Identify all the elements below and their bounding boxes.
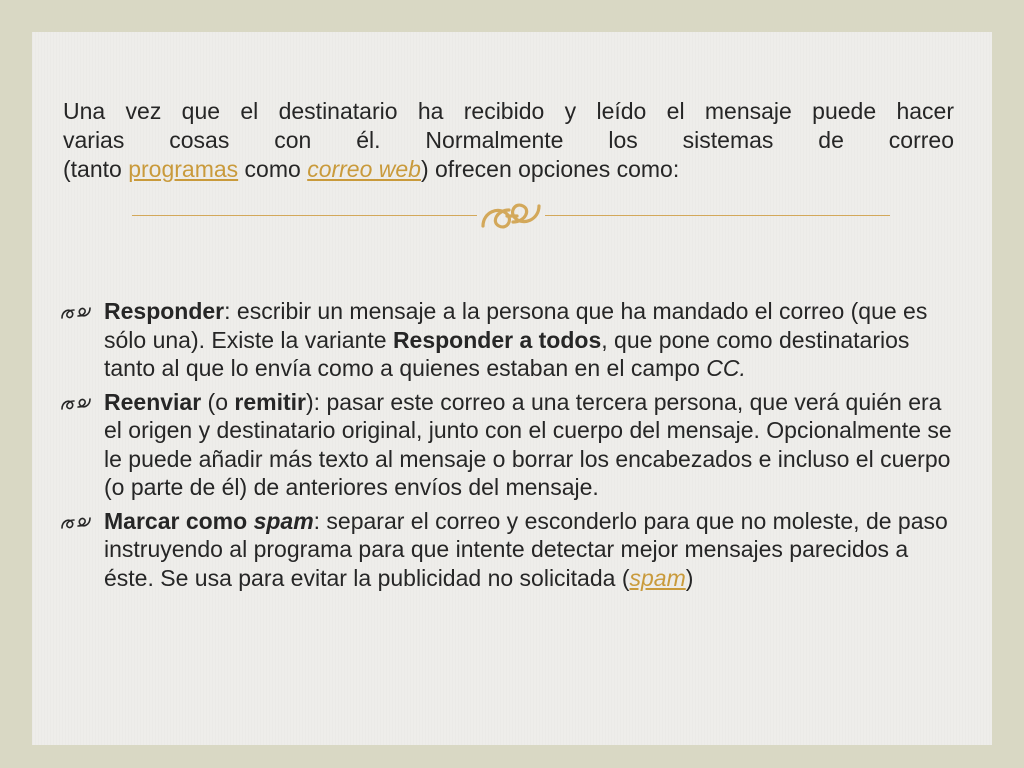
- ornament-bullet-icon: [60, 396, 92, 412]
- link-correo-web[interactable]: correo web: [307, 156, 421, 182]
- item-text: , que pone como destinatarios tanto al que lo envía como a quienes estaban en el campo: [104, 326, 910, 381]
- list-item-marcar-spam: [60, 507, 960, 593]
- link-spam[interactable]: spam: [629, 564, 686, 591]
- intro-text: ) ofrecen opciones como:: [420, 156, 680, 182]
- divider-rule-right: [545, 215, 890, 216]
- divider-rule-left: [132, 215, 477, 216]
- term-spam: spam: [253, 507, 314, 534]
- term-responder-a-todos: Responder a todos: [392, 326, 602, 353]
- term-reenviar: Reenviar: [104, 388, 202, 415]
- intro-line-3: [63, 155, 954, 184]
- intro-line-2: varias cosas con él. Normalmente los sistemas de correo: [63, 127, 954, 153]
- intro-text: (tanto: [63, 156, 129, 182]
- ornamental-divider: [132, 196, 890, 236]
- item-text: : separar el correo y esconderlo para que no moleste, de paso instruyendo al programa para que intente detectar mejor mensajes parecidos a éste. Se usa para evitar la publicidad no solicitada (: [104, 507, 948, 591]
- item-text: : escribir un mensaje a la persona que ha mandado el correo (que es sólo una). Existe la variante: [104, 298, 928, 353]
- list-item-reenviar: [60, 388, 960, 502]
- flourish-icon: [477, 196, 545, 236]
- intro-line-1: Una vez que el destinatario ha recibido y leído el mensaje puede hacer: [63, 98, 954, 124]
- term-cc: CC.: [706, 355, 746, 381]
- item-text: ): [685, 564, 694, 591]
- ornament-bullet-icon: [60, 305, 92, 321]
- intro-text: como: [238, 156, 308, 182]
- link-programas[interactable]: programas: [128, 156, 239, 182]
- options-list: [60, 297, 960, 597]
- item-text: ): pasar este correo a una tercera persona, que verá quién era el origen y destinatario original, junto con el cuerpo del mensaje. Opcionalmente se le puede añadir más texto al mensaje o borrar los encabezados e incluso el cuerpo (o parte de él) de anteriores envíos del mensaje.: [104, 388, 952, 500]
- term-marcar-como: Marcar como: [104, 507, 254, 534]
- term-responder: Responder: [104, 298, 225, 324]
- term-remitir: remitir: [234, 388, 306, 415]
- intro-paragraph: [63, 97, 954, 184]
- list-item-responder: [60, 297, 960, 383]
- ornament-bullet-icon: [60, 515, 92, 531]
- item-text: (o: [201, 388, 235, 415]
